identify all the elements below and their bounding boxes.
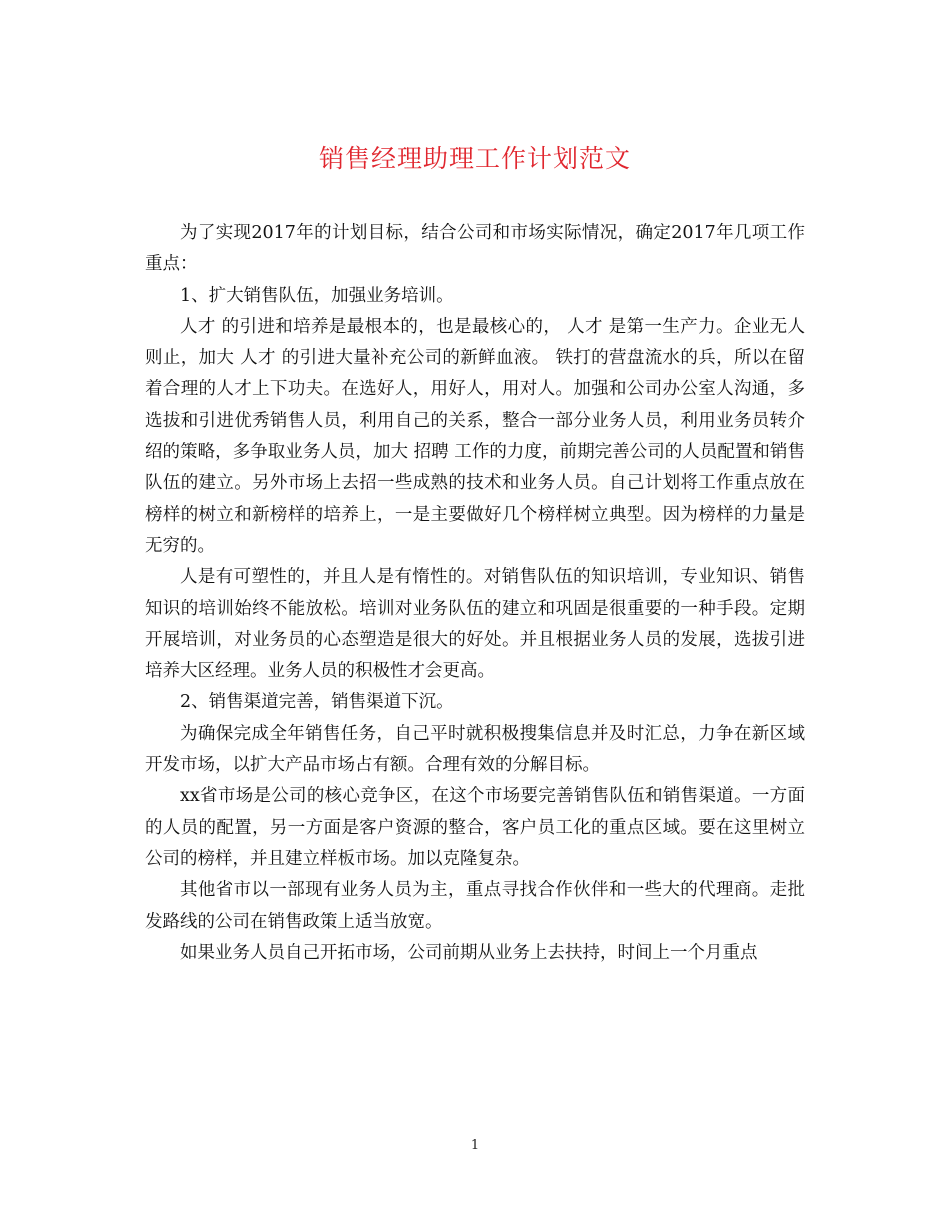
section-heading-1: 1、扩大销售队伍，加强业务培训。 [180,285,454,306]
paragraph-sales-task: 为确保完成全年销售任务，自己平时就积极搜集信息并及时汇总，力争在新区域开发市场，以扩大产品市场占有额。合理有效的分解目标。 [145,723,805,776]
section-heading-2: 2、销售渠道完善，销售渠道下沉。 [180,692,454,713]
document-body [145,218,805,969]
paragraph-talent: 人才 的引进和培养是最根本的，也是最核心的， 人才 是第一生产力。企业无人则止，加大 人才 的引进大量补充公司的新鲜血液。 铁打的营盘流水的兵，所以在留着合理的人才上下功夫。在选好人，用好人，用对人。加强和公司办公室人沟通，多选拔和引进优秀销售人员，利用自己的关系，整合一部分业务人员，利用业务员转介绍的策略，多争取业务人员，加大 招聘 工作的力度，前期完善公司的人员配置和销售队伍的建立。另外市场上去招一些成熟的技术和业务人员。自己计划将工作重点放在榜样的树立和新榜样的培养上，一是主要做好几个榜样树立典型。因为榜样的力量是无穷的。 [145,316,805,556]
paragraph-other-markets: 其他省市以一部现有业务人员为主，重点寻找合作伙伴和一些大的代理商。走批发路线的公司在销售政策上适当放宽。 [145,880,805,932]
paragraph-core-market: xx省市场是公司的核心竞争区，在这个市场要完善销售队伍和销售渠道。一方面的人员的配置，另一方面是客户资源的整合，客户员工化的重点区域。要在这里树立公司的榜样，并且建立样板市场。加以克隆复杂。 [145,786,805,869]
document-title: 销售经理助理工作计划范文 [318,144,631,173]
paragraph-market-support: 如果业务人员自己开拓市场，公司前期从业务上去扶持，时间上一个月重点 [180,942,758,963]
page-number: 1 [470,1138,480,1153]
paragraph-training: 人是有可塑性的，并且人是有惰性的。对销售队伍的知识培训，专业知识、销售知识的培训始终不能放松。培训对业务队伍的建立和巩固是很重要的一种手段。定期开展培训，对业务员的心态塑造是很大的好处。并且根据业务人员的发展，选拔引进培养大区经理。业务人员的积极性才会更高。 [145,567,805,682]
paragraph-intro: 为了实现2017年的计划目标，结合公司和市场实际情况，确定2017年几项工作重点： [145,223,805,275]
